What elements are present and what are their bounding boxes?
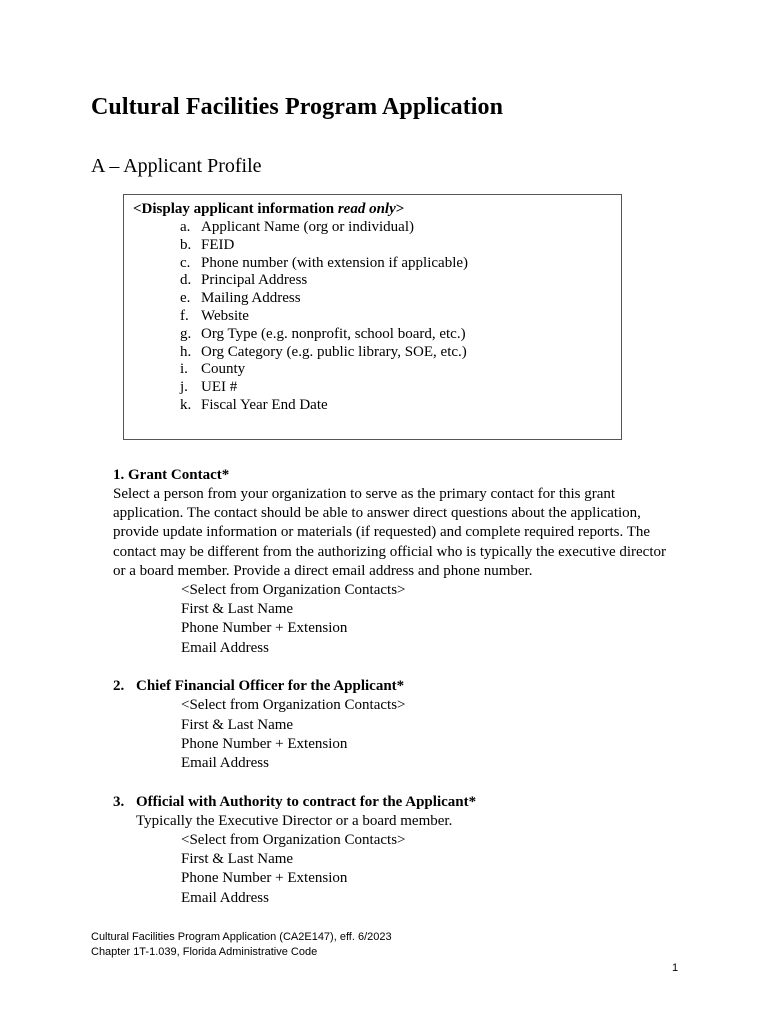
cfo-number: 2. bbox=[113, 678, 125, 694]
list-item-text: Mailing Address bbox=[201, 290, 301, 307]
list-marker: e. bbox=[180, 290, 191, 307]
grant-contact-desc-line: or a board member. Provide a direct email address and phone number. bbox=[113, 563, 533, 579]
grant-contact-name-field: First & Last Name bbox=[181, 601, 294, 617]
cfo-heading: Chief Financial Officer for the Applicant* bbox=[136, 678, 405, 694]
cfo-name-field: First & Last Name bbox=[181, 717, 294, 733]
list-marker: i. bbox=[180, 361, 188, 378]
list-item-text: FEID bbox=[201, 236, 235, 253]
footer-admin-code: Chapter 1T-1.039, Florida Administrative Code bbox=[91, 946, 318, 958]
grant-contact-desc-line: provide update information or materials (if requested) and complete required reports. The bbox=[113, 524, 651, 540]
page-title: Cultural Facilities Program Application bbox=[91, 94, 504, 120]
grant-contact-desc-line: contact may be different from the authorizing official who is typically the executive director bbox=[113, 544, 666, 560]
section-heading-applicant-profile: A – Applicant Profile bbox=[91, 155, 262, 177]
list-item-text: Applicant Name (org or individual) bbox=[201, 219, 415, 235]
grant-contact-phone-field: Phone Number + Extension bbox=[181, 620, 348, 636]
list-item-text: Org Type (e.g. nonprofit, school board, etc.) bbox=[201, 325, 466, 342]
grant-contact-desc-line: Select a person from your organization to serve as the primary contact for this grant bbox=[113, 486, 616, 502]
list-item-text: Principal Address bbox=[201, 272, 308, 289]
cfo-phone-field: Phone Number + Extension bbox=[181, 736, 348, 752]
profile-box-heading-prefix: <Display applicant information bbox=[133, 201, 338, 217]
list-marker: j. bbox=[180, 379, 188, 396]
list-item-text: Fiscal Year End Date bbox=[201, 396, 328, 413]
profile-box-heading-read-only: read only bbox=[337, 201, 396, 217]
list-item-text: County bbox=[201, 361, 246, 378]
list-item-text: Org Category (e.g. public library, SOE, etc.) bbox=[201, 343, 467, 360]
list-marker: f. bbox=[180, 307, 189, 324]
profile-box-heading bbox=[133, 201, 404, 218]
applicant-profile-box bbox=[123, 194, 622, 440]
official-heading: Official with Authority to contract for the Applicant* bbox=[136, 794, 477, 810]
official-number: 3. bbox=[113, 794, 125, 810]
grant-contact-email-field: Email Address bbox=[181, 640, 269, 656]
list-marker: g. bbox=[180, 325, 192, 342]
list-item-text: UEI # bbox=[201, 379, 238, 396]
list-marker: d. bbox=[180, 272, 192, 289]
official-name-field: First & Last Name bbox=[181, 851, 294, 867]
grant-contact-heading: 1. Grant Contact* bbox=[113, 467, 230, 483]
grant-contact-desc-line: application. The contact should be able to answer direct questions about the application, bbox=[113, 505, 641, 521]
list-item-text: Phone number (with extension if applicable) bbox=[201, 254, 469, 271]
cfo-select-field[interactable]: <Select from Organization Contacts> bbox=[181, 697, 406, 713]
list-marker: h. bbox=[180, 343, 192, 360]
official-email-field: Email Address bbox=[181, 890, 269, 906]
profile-box-heading-suffix: > bbox=[395, 201, 405, 217]
list-marker: a. bbox=[180, 219, 191, 235]
list-marker: k. bbox=[180, 396, 192, 413]
grant-contact-select-field[interactable]: <Select from Organization Contacts> bbox=[181, 582, 406, 598]
footer-form-title: Cultural Facilities Program Application (CA2E147), eff. 6/2023 bbox=[91, 931, 392, 943]
list-item-text: Website bbox=[201, 307, 249, 324]
list-marker: c. bbox=[180, 254, 191, 271]
official-phone-field: Phone Number + Extension bbox=[181, 870, 348, 886]
official-note: Typically the Executive Director or a board member. bbox=[136, 813, 453, 829]
cfo-email-field: Email Address bbox=[181, 755, 269, 771]
official-select-field[interactable]: <Select from Organization Contacts> bbox=[181, 832, 406, 848]
list-marker: b. bbox=[180, 236, 192, 253]
page-number: 1 bbox=[672, 962, 679, 974]
